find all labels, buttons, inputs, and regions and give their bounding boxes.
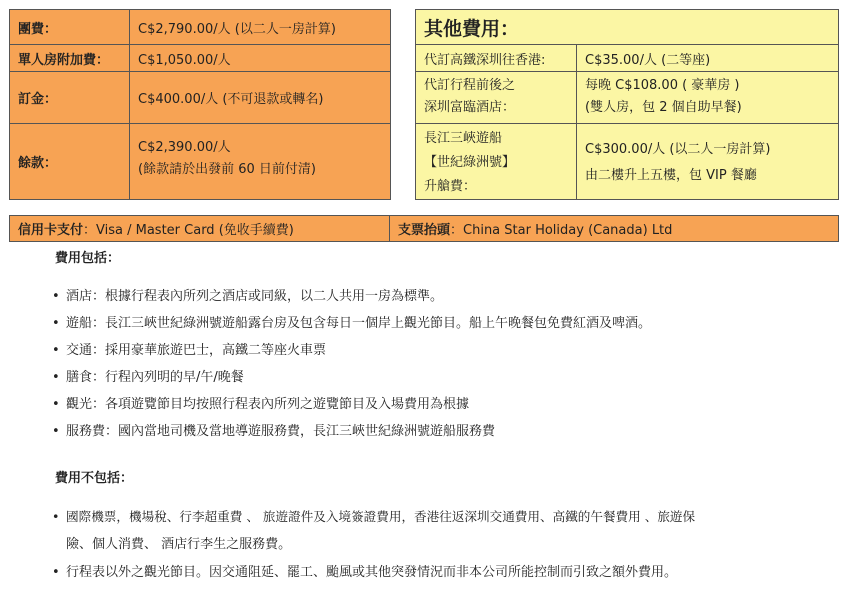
hotel-price: 每晚 C$108.00 ( 豪華房 ) xyxy=(585,78,740,93)
cruise-label xyxy=(415,123,577,200)
tour-fee-value: C$2,790.00/人 (以二人一房計算) xyxy=(129,9,391,45)
other-fees-title: 其他費用： xyxy=(415,9,839,45)
rail-label: 代訂高鐵深圳往香港: xyxy=(415,44,577,72)
list-item-continuation: 險、個人消費、 酒店行李生之服務費。 xyxy=(66,537,292,552)
bullet-icon: • xyxy=(52,424,60,439)
balance-amount: C$2,390.00/人 xyxy=(138,140,231,155)
bullet-icon: • xyxy=(52,397,60,412)
list-item: • 遊船：長江三峽世紀綠洲號遊船露台房及包含每日一個岸上觀光節目。船上午晚餐包免費紅酒及啤酒。 xyxy=(52,313,842,335)
hotel-label xyxy=(415,71,577,124)
tour-fee-label: 團費： xyxy=(9,9,130,45)
cruise-label-line3: 升艙費： xyxy=(424,179,477,194)
balance-value xyxy=(129,123,391,200)
cruise-price: C$300.00/人 (以二人一房計算) xyxy=(585,142,771,157)
list-item: • 服務費：國內當地司機及當地導遊服務費，長江三峽世紀綠洲號遊船服務費 xyxy=(52,421,842,443)
list-item: • 酒店：根據行程表內所列之酒店或同級，以二人共用一房為標準。 xyxy=(52,286,842,308)
list-item: • 膳食：行程內列明的早/午/晚餐 xyxy=(52,367,842,389)
cheque-label: 支票抬頭 xyxy=(398,223,451,238)
list-item: • 國際機票，機場稅、行李超重費 、 旅遊證件及入境簽證費用，香港往返深圳交通費用、高鐵的午餐費用 、旅遊保 xyxy=(52,506,847,528)
balance-label: 餘款： xyxy=(9,123,130,200)
hotel-value xyxy=(576,71,839,124)
bullet-icon: • xyxy=(52,565,60,580)
excludes-title: 費用不包括： xyxy=(55,471,134,486)
credit-card-label: 信用卡支付 xyxy=(18,223,84,238)
bullet-icon: • xyxy=(52,509,60,524)
bullet-icon: • xyxy=(52,343,60,358)
deposit-label: 訂金： xyxy=(9,71,130,124)
list-item: • 行程表以外之觀光節目。因交通阻延、罷工、颱風或其他突發情況而非本公司所能控制而引致之額外費用。 xyxy=(52,562,847,584)
excludes-list xyxy=(52,506,847,584)
cheque-payment xyxy=(389,215,839,242)
hotel-note: (雙人房，包 2 個自助早餐) xyxy=(585,100,742,115)
single-supplement-label: 單人房附加費： xyxy=(9,44,130,72)
credit-card-payment xyxy=(9,215,390,242)
bullet-icon: • xyxy=(52,289,60,304)
bullet-icon: • xyxy=(52,370,60,385)
list-item: • 觀光：各項遊覽節目均按照行程表內所列之遊覽節目及入場費用為根據 xyxy=(52,394,842,416)
list-item: • 交通：採用豪華旅遊巴士，高鐵二等座火車票 xyxy=(52,340,842,362)
includes-list xyxy=(52,286,842,443)
deposit-value: C$400.00/人 (不可退款或轉名) xyxy=(129,71,391,124)
credit-card-value: ：Visa / Master Card (免收手續費) xyxy=(83,223,294,238)
balance-note: (餘款請於出發前 60 日前付清) xyxy=(138,162,316,177)
single-supplement-value: C$1,050.00/人 xyxy=(129,44,391,72)
cruise-label-line2: 【世紀綠洲號】 xyxy=(424,155,516,170)
bullet-icon: • xyxy=(52,316,60,331)
includes-title: 費用包括： xyxy=(55,251,121,266)
cruise-note: 由二樓升上五樓，包 VIP 餐廳 xyxy=(585,168,757,183)
hotel-label-line2: 深圳富臨酒店： xyxy=(424,100,516,115)
hotel-label-line1: 代訂行程前後之 xyxy=(424,78,516,93)
cheque-value: ：China Star Holiday (Canada) Ltd xyxy=(450,223,673,238)
cruise-value xyxy=(576,123,839,200)
cruise-label-line1: 長江三峽遊船 xyxy=(424,131,503,146)
rail-value: C$35.00/人 (二等座) xyxy=(576,44,839,72)
